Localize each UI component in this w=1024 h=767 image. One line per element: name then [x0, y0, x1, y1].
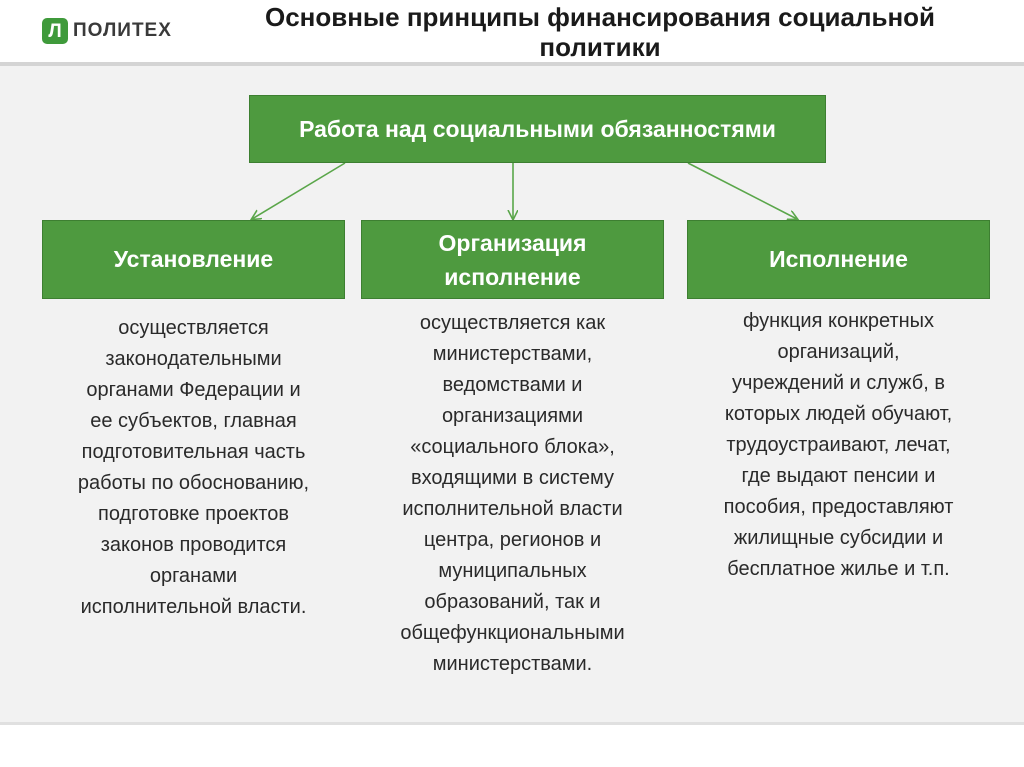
- page-title: Основные принципы финансирования социальной политики: [264, 2, 936, 62]
- root-node: Работа над социальными обязанностями: [249, 95, 826, 163]
- footer-divider: [0, 722, 1024, 725]
- node-organization-label: Организация исполнение: [438, 229, 587, 290]
- node-organization: [361, 220, 664, 299]
- logo-text: ПОЛИТЕХ: [73, 20, 172, 41]
- node-execution-description: функция конкретных организаций, учреждений и служб, в которых людей обучают, трудоустраивают, лечат, где выдают пенсии и пособия, предоставляют жилищные субсидии и бесплатное жилье и т.п.: [723, 310, 954, 580]
- node-organization-description: осуществляется как министерствами, ведомствами и организациями «социального блока», входящими в систему исполнительной власти центра, регионов и муниципальных образований, так и общефункциональными министерствами.: [400, 312, 625, 675]
- node-establishment-description: осуществляется законодательными органами Федерации и ее субъектов, главная подготовительная часть работы по обоснованию, подготовке проектов законов проводится органами исполнительной власти.: [77, 317, 310, 618]
- logo[interactable]: [42, 16, 172, 46]
- header: [0, 0, 1024, 63]
- node-establishment: Установление: [42, 220, 345, 299]
- logo-mark-icon: Л: [42, 18, 68, 44]
- node-execution: Исполнение: [687, 220, 990, 299]
